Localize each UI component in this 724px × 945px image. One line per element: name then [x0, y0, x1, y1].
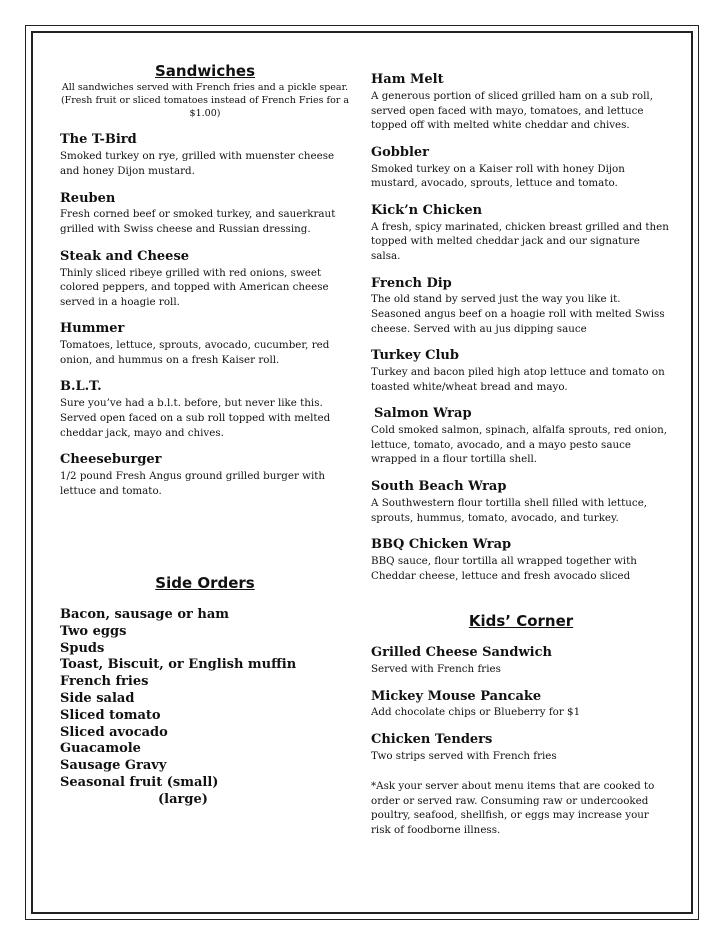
- item-description: Fresh corned beef or smoked turkey, and sauerkraut grilled with Swiss cheese and Russian dressing.: [60, 208, 336, 236]
- item-description: Smoked turkey on rye, grilled with muenster cheese and honey Dijon mustard.: [60, 150, 335, 177]
- menu-item-blt: [60, 379, 350, 440]
- item-description: Smoked turkey on a Kaiser roll with honey Dijon mustard, avocado, sprouts, lettuce and tomato.: [371, 162, 625, 190]
- side-item: Side salad: [60, 690, 135, 706]
- side-item: Toast, Biscuit, or English muffin: [60, 657, 297, 673]
- food-safety-disclaimer: *Ask your server about menu items that are cooked to order or served raw. Consuming raw or undercooked poultry, seafood, shellfish, or eggs may increase your risk of foodborne illness.: [371, 780, 655, 836]
- item-name: Ham Melt: [371, 72, 444, 87]
- menu-item-gobbler: [371, 145, 671, 191]
- item-description: Turkey and bacon piled high atop lettuce and tomato on toasted white/wheat bread and mayo.: [371, 366, 665, 393]
- side-item: Bacon, sausage or ham: [60, 607, 229, 622]
- kids-corner-title: Kids’ Corner: [468, 612, 574, 630]
- item-name: South Beach Wrap: [371, 479, 507, 495]
- side-orders-list: [60, 607, 350, 809]
- kids-item-chicken-tenders: [371, 732, 671, 764]
- item-name: Grilled Cheese Sandwich: [371, 645, 552, 660]
- side-item: Seasonal fruit (small): [60, 774, 219, 790]
- sandwiches-note: All sandwiches served with French fries and a pickle spear. (Fresh fruit or sliced tomatoes instead of French Fries for a $1.00): [60, 82, 350, 119]
- item-description: Sure you’ve had a b.l.t. before, but never like this. Served open faced on a sub roll topped with melted cheddar jack, mayo and chives.: [60, 397, 331, 439]
- side-item: Sliced avocado: [60, 724, 168, 740]
- item-description: Add chocolate chips or Blueberry for $1: [371, 706, 581, 719]
- item-description: Thinly sliced ribeye grilled with red onions, sweet colored peppers, and topped with American cheese served in a hoagie roll.: [60, 266, 329, 308]
- menu-item-salmon-wrap: [371, 406, 671, 467]
- item-name: Mickey Mouse Pancake: [371, 688, 542, 704]
- item-description: A generous portion of sliced grilled ham on a sub roll, served open faced with mayo, tomatoes, and lettuce topped off with melted white cheddar and chives.: [371, 89, 653, 132]
- side-item: Guacamole: [60, 741, 141, 757]
- menu-item-reuben: [60, 191, 350, 237]
- side-item: Sausage Gravy: [60, 758, 167, 774]
- item-description: A fresh, spicy marinated, chicken breast grilled and then topped with melted cheddar jack and our signature salsa.: [371, 220, 669, 262]
- item-name: Reuben: [60, 190, 116, 206]
- item-name: Steak and Cheese: [60, 248, 190, 264]
- item-description: The old stand by served just the way you like it. Seasoned angus beef on a hoagie roll with melted Swiss cheese. Served with au jus dipping sauce: [371, 293, 665, 335]
- side-item: Sliced tomato: [60, 707, 161, 723]
- item-name: Chicken Tenders: [371, 732, 493, 747]
- item-name: BBQ Chicken Wrap: [371, 537, 512, 553]
- item-name: Cheeseburger: [60, 452, 162, 468]
- menu-item-french-dip: [371, 276, 671, 337]
- menu-item-bbq-chicken-wrap: [371, 537, 671, 583]
- side-item: Spuds: [60, 640, 105, 656]
- item-name: Hummer: [60, 321, 125, 337]
- sandwiches-title: Sandwiches: [154, 62, 255, 80]
- item-description: Cold smoked salmon, spinach, alfalfa sprouts, red onion, lettuce, tomato, avocado, and a mayo pesto sauce wrapped in a flour tortilla shell.: [371, 424, 668, 466]
- side-item: French fries: [60, 674, 149, 690]
- sandwiches-right-column: [371, 72, 671, 583]
- item-name: Salmon Wrap: [374, 406, 472, 422]
- kids-item-mickey-mouse-pancake: [371, 689, 671, 721]
- side-item: Two eggs: [60, 623, 127, 639]
- item-name: Gobbler: [371, 144, 430, 160]
- menu-item-kickn-chicken: [371, 203, 671, 264]
- item-name: B.L.T.: [60, 379, 102, 395]
- kids-corner-list: [371, 645, 671, 764]
- item-name: Kick’n Chicken: [371, 202, 483, 218]
- item-name: Turkey Club: [371, 348, 459, 364]
- menu-item-t-bird: [60, 132, 350, 178]
- item-description: A Southwestern flour tortilla shell filled with lettuce, sprouts, hummus, tomato, avocado, and turkey.: [371, 496, 648, 524]
- item-name: French Dip: [371, 275, 452, 291]
- item-description: BBQ sauce, flour tortilla all wrapped together with Cheddar cheese, lettuce and fresh avocado sliced: [371, 555, 637, 582]
- item-description: 1/2 pound Fresh Angus ground grilled burger with lettuce and tomato.: [60, 470, 326, 497]
- side-orders-title: Side Orders: [155, 574, 255, 592]
- sandwiches-left-column: [60, 62, 350, 498]
- menu-item-cheeseburger: [60, 452, 350, 498]
- menu-item-hummer: [60, 321, 350, 367]
- item-name: The T-Bird: [60, 132, 137, 148]
- item-description: Served with French fries: [371, 662, 501, 675]
- side-item: (large): [158, 791, 208, 807]
- menu-item-south-beach-wrap: [371, 479, 671, 525]
- menu-item-ham-melt: [371, 72, 671, 133]
- kids-item-grilled-cheese: [371, 645, 671, 677]
- item-description: Two strips served with French fries: [371, 749, 557, 762]
- item-description: Tomatoes, lettuce, sprouts, avocado, cucumber, red onion, and hummus on a fresh Kaiser roll.: [60, 339, 330, 366]
- menu-item-turkey-club: [371, 348, 671, 394]
- menu-item-steak-and-cheese: [60, 249, 350, 310]
